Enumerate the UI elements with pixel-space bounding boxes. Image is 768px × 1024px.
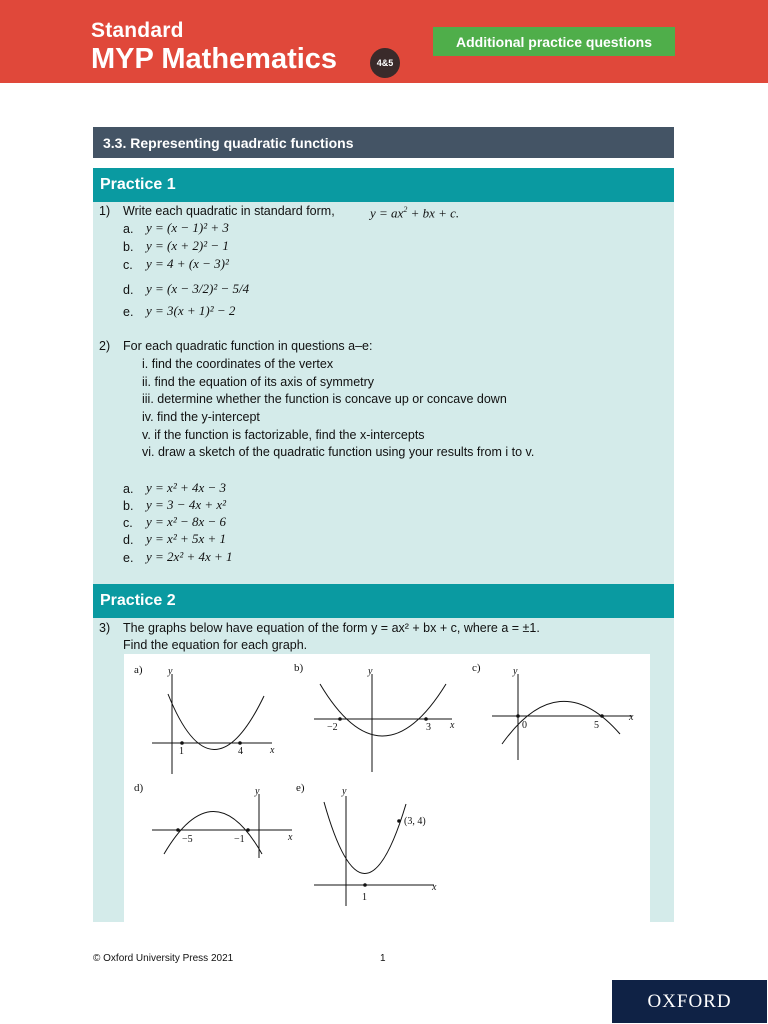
step-text: iii. determine whether the function is concave up or concave down [142,392,507,406]
graph-a-tick: 1 [179,746,184,757]
graph-d-x-label: x [288,832,293,843]
item-expression: y = (x − 1)² + 3 [146,220,229,235]
question-text: The graphs below have equation of the form y = ax² + bx + c, where a = ±1. [123,621,540,635]
step-text: iv. find the y-intercept [142,410,260,424]
graph-c-root-point [600,714,604,718]
level-badge: 4&5 [370,48,400,78]
graph-e-tick: 1 [362,892,367,903]
graph-b-tick: 3 [426,722,431,733]
graph-c-tick: 5 [594,720,599,731]
item-label: c. [123,516,133,530]
item-expression: y = 2x² + 4x + 1 [146,549,233,564]
item-label: b. [123,240,134,254]
graph-b-root-point [424,717,428,721]
practice-2-heading: Practice 2 [93,584,674,618]
item-expression: y = x² + 4x − 3 [146,480,227,495]
item-expression: y = x² + 5x + 1 [146,531,227,546]
graph-e-vertex-point [363,883,367,887]
graph-d-label: d) [134,782,144,794]
header-banner [0,0,768,83]
graph-b-tick: −2 [327,722,338,733]
brand-title: MYP Mathematics [91,43,338,75]
graph-a-tick: 4 [238,746,243,757]
graph-e-curve [324,802,406,874]
graph-a-y-label: y [168,666,173,677]
item-expression: y = 4 + (x − 3)² [146,256,229,271]
graph-e-x-label: x [432,882,437,893]
step-text: i. find the coordinates of the vertex [142,357,334,371]
item-expression: y = x² − 8x − 6 [146,514,227,529]
graph-a-root-point [180,741,184,745]
graph-a-root-point [238,741,242,745]
graph-a-curve [168,694,264,750]
item-expression: y = 3(x + 1)² − 2 [146,303,236,318]
question-text: Write each quadratic in standard form, [123,204,335,218]
footer-copyright: © Oxford University Press 2021 [93,953,234,964]
item-label: c. [123,258,133,272]
graph-d-root-point [176,828,180,832]
question-text: For each quadratic function in questions a–e: [123,339,373,353]
item-label: d. [123,283,134,297]
graph-e-y-label: y [342,786,347,797]
graph-b-y-label: y [368,666,373,677]
step-text: ii. find the equation of its axis of symmetry [142,375,375,389]
graph-c-x-label: x [629,712,634,723]
standard-form-expression: $y = ax^2$ + bx + c. [370,205,460,221]
section-title: 3.3. Representing quadratic functions [93,127,674,158]
additional-practice-label: Additional practice questions [433,27,675,56]
item-label: a. [123,222,134,236]
step-text: v. if the function is factorizable, find the x-intercepts [142,428,425,442]
question-number: 2) [99,339,111,353]
item-expression: y = (x − 3/2)² − 5/4 [146,281,250,296]
question-number: 3) [99,621,111,635]
practice-1-heading: Practice 1 [93,168,674,202]
item-label: a. [123,482,134,496]
graphs-svg [124,654,650,922]
graph-a-x-label: x [270,745,275,756]
graphs-figure [124,654,650,922]
item-label: d. [123,533,134,547]
graph-d-root-point [246,828,250,832]
graph-d-tick: −1 [234,834,245,845]
item-label: b. [123,499,134,513]
graph-c-curve [502,701,620,744]
item-label: e. [123,551,134,565]
question-text-line2: Find the equation for each graph. [123,638,308,652]
graph-d-tick: −5 [182,834,193,845]
graph-e-label: e) [296,782,305,794]
question-number: 1) [99,204,111,218]
item-label: e. [123,305,134,319]
page-number: 1 [380,953,386,964]
graph-e-marked-point [397,819,401,823]
graph-d-y-label: y [255,786,260,797]
graph-c-label: c) [472,662,481,674]
graph-c-y-label: y [513,666,518,677]
graph-b-root-point [338,717,342,721]
step-text: vi. draw a sketch of the quadratic function using your results from i to v. [142,445,535,459]
graph-c-root-point [516,714,520,718]
graph-b-x-label: x [450,720,455,731]
graph-d-curve [164,812,262,855]
brand-standard: Standard [91,19,184,42]
graph-b-label: b) [294,662,304,674]
item-expression: y = 3 − 4x + x² [146,497,227,512]
graph-c-tick: 0 [522,720,527,731]
publisher-logo: OXFORD [612,980,767,1023]
item-expression: y = (x + 2)² − 1 [146,238,229,253]
graph-a-label: a) [134,664,143,676]
graph-e-point-label: (3, 4) [404,816,426,827]
